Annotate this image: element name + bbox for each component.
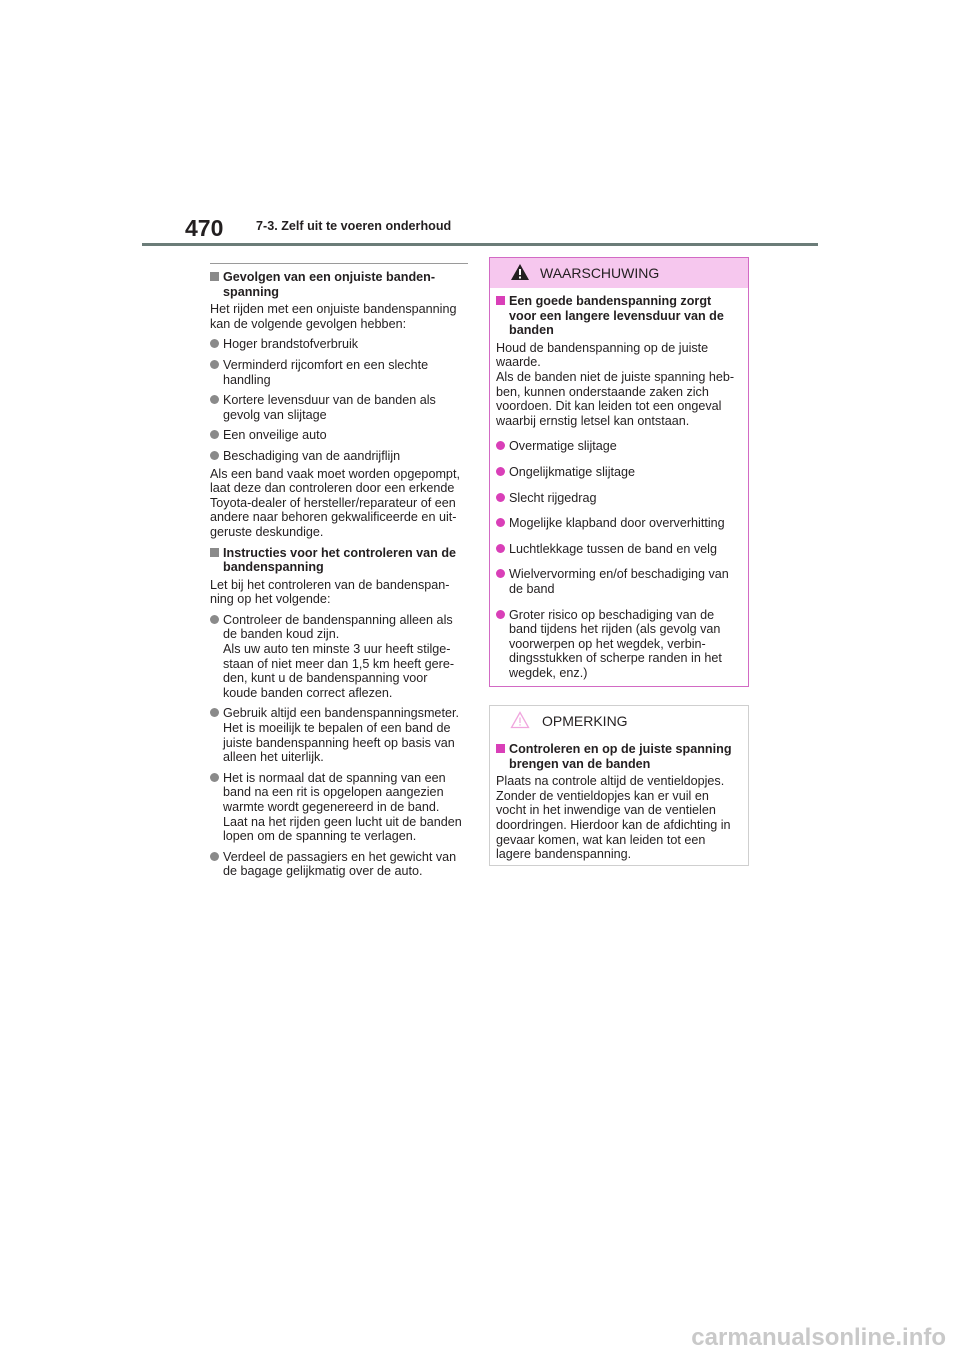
note-header: [490, 706, 748, 736]
section-title: 7-3. Zelf uit te voeren onderhoud: [256, 219, 452, 233]
list-item: Verdeel de passagiers en het gewicht van de bagage gelijkmatig over de auto.: [210, 850, 468, 879]
list-item: Het is normaal dat de spanning van een band na een rit is opgelopen aangezien warmte wordt gegenereerd in de band. Laat na het rijden geen lucht uit de banden lopen om de spanning te verlagen.: [210, 771, 468, 844]
circle-bullet-icon: [210, 339, 219, 348]
left-column: [210, 263, 468, 885]
note-heading: Controleren en op de juiste spanning brengen van de banden: [496, 742, 742, 771]
page-number: 470: [185, 215, 224, 241]
list-item: Een onveilige auto: [210, 428, 468, 443]
list-item: Overmatige slijtage: [496, 439, 742, 454]
header-rule: [142, 243, 818, 246]
warning-title: WAARSCHUWING: [540, 265, 660, 281]
list-item: Ongelijkmatige slijtage: [496, 465, 742, 480]
list-item: Hoger brandstofverbruik: [210, 337, 468, 352]
square-bullet-icon: [496, 296, 505, 305]
circle-bullet-icon: [496, 544, 505, 553]
list-item: Gebruik altijd een bandenspanningsmeter. Het is moeilijk te bepalen of een band de juiste bandenspanning heeft op basis van alleen het uiterlijk.: [210, 706, 468, 764]
square-bullet-icon: [496, 744, 505, 753]
circle-bullet-icon: [210, 395, 219, 404]
circle-bullet-icon: [210, 360, 219, 369]
circle-bullet-icon: [496, 610, 505, 619]
list-item: Groter risico op beschadiging van de band tijdens het rijden (als gevolg van voorwerpen op het wegdek, verbin- dingsstukken of scherpe randen in het wegdek, enz.): [496, 608, 742, 681]
circle-bullet-icon: [496, 518, 505, 527]
list-item: Wielvervorming en/of beschadiging van de band: [496, 567, 742, 596]
circle-bullet-icon: [210, 708, 219, 717]
circle-bullet-icon: [210, 451, 219, 460]
circle-bullet-icon: [210, 615, 219, 624]
circle-bullet-icon: [210, 852, 219, 861]
warning-triangle-icon: [510, 263, 530, 281]
circle-bullet-icon: [496, 467, 505, 476]
watermark: carmanualsonline.info: [691, 1324, 946, 1351]
paragraph: Houd de bandenspanning op de juiste waarde. Als de banden niet de juiste spanning heb- ben, kunnen onderstaande zaken zich voordoen. Dit kan leiden tot een ongeval waarbij ernstig letsel kan ontstaan.: [496, 340, 735, 428]
warning-box: [489, 257, 749, 687]
list-item: Luchtlekkage tussen de band en velg: [496, 542, 742, 557]
list-item: Mogelijke klapband door oververhitting: [496, 516, 742, 531]
warning-heading: Een goede bandenspanning zorgt voor een langere levensduur van de banden: [496, 294, 742, 338]
section-divider: [210, 263, 468, 264]
list-item: Beschadiging van de aandrijflijn: [210, 449, 468, 464]
section-heading-instructions: Instructies voor het controleren van de bandenspanning: [210, 546, 468, 575]
list-item: Slecht rijgedrag: [496, 491, 742, 506]
square-bullet-icon: [210, 272, 219, 281]
circle-bullet-icon: [496, 493, 505, 502]
list-item: Kortere levensduur van de banden als gevolg van slijtage: [210, 393, 468, 422]
circle-bullet-icon: [210, 430, 219, 439]
list-item: Controleer de bandenspanning alleen als de banden koud zijn. Als uw auto ten minste 3 uur heeft stilge- staan of niet meer dan 1,5 km heeft gere- den, kunt u de bandenspanning voor koude banden correct aflezen.: [210, 613, 468, 701]
note-title: OPMERKING: [542, 713, 628, 729]
paragraph: Plaats na controle altijd de ventieldopjes. Zonder de ventieldopjes kan er vuil en vocht in het inwendige van de ventielen doordringen. Hierdoor kan de afdichting in gevaar komen, wat kan leiden tot een lagere bandenspanning.: [496, 774, 731, 862]
paragraph: Let bij het controleren van de bandenspan- ning op het volgende:: [210, 577, 450, 607]
list-item: Verminderd rijcomfort en een slechte handling: [210, 358, 468, 387]
section-heading-consequences: Gevolgen van een onjuiste banden- spanning: [210, 270, 468, 299]
caution-triangle-icon: [510, 711, 530, 729]
circle-bullet-icon: [496, 441, 505, 450]
warning-header: [490, 258, 748, 288]
square-bullet-icon: [210, 548, 219, 557]
circle-bullet-icon: [210, 773, 219, 782]
paragraph: Als een band vaak moet worden opgepompt, laat deze dan controleren door een erkende Toyota-dealer of hersteller/reparateur of een andere naar behoren gekwalificeerde en uit- geruste deskundige.: [210, 466, 460, 539]
note-box: [489, 705, 749, 866]
paragraph: Het rijden met een onjuiste bandenspanning kan de volgende gevolgen hebben:: [210, 302, 457, 331]
circle-bullet-icon: [496, 569, 505, 578]
